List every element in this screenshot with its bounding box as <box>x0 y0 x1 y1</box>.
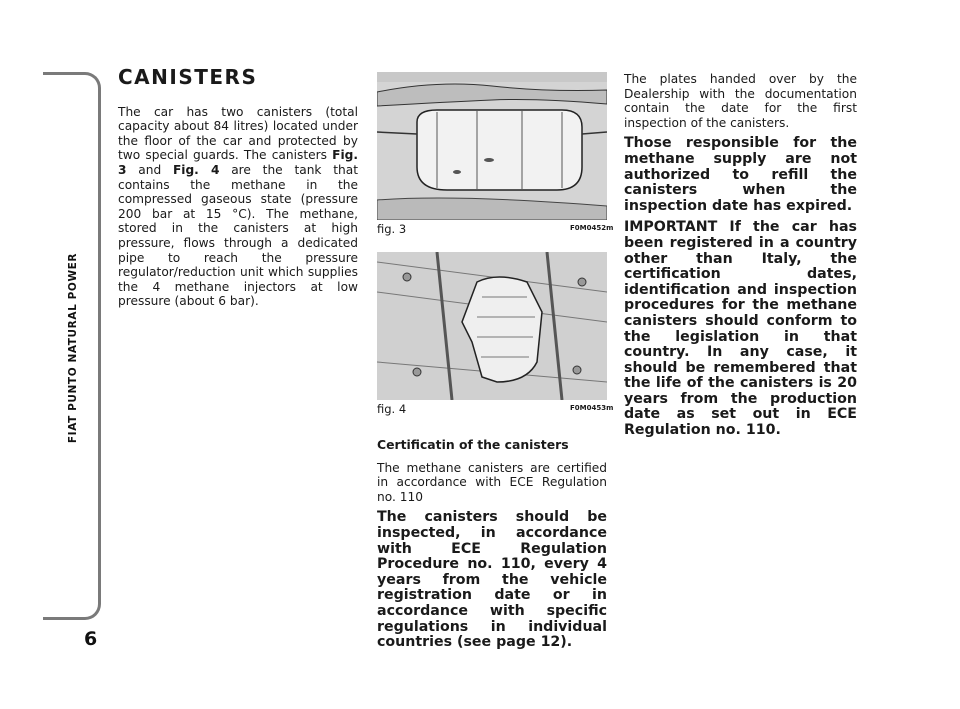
figure-3-label: fig. 3 <box>377 222 407 236</box>
intro-text-2: and <box>126 162 173 177</box>
figure-4-code: F0M0453m <box>570 404 614 412</box>
inspection-warning: The canisters should be inspected, in accordance with ECE Regulation Procedure no. 110, every 4 years from the vehicle registration date or in accordance with specific regulations in individual countries (see page 12). <box>377 509 607 651</box>
page-number: 6 <box>84 628 98 650</box>
figure-4-label: fig. 4 <box>377 402 407 416</box>
important-notice: IMPORTANT If the car has been registered in a country other than Italy, the certification dates, identification and inspection procedures for the methane canisters should conform to the legislation in that country. In any case, it should be remembered that the life of the canisters is 20 years from the production date as set out in ECE Regulation no. 110. <box>624 219 857 439</box>
fig3-ref: Fig. 3 <box>118 148 358 177</box>
intro-paragraph <box>118 105 358 309</box>
plates-paragraph: The plates handed over by the Dealership with the documentation contain the date for the first inspection of the canisters. <box>624 72 857 130</box>
fig4-ref: Fig. 4 <box>172 162 220 177</box>
column-left <box>118 65 358 309</box>
column-middle <box>377 438 607 651</box>
figure-4-image <box>377 252 607 400</box>
guard-underbody-illustration <box>377 252 607 400</box>
intro-text-3: are the tank that contains the methane in the compressed gaseous state (pressure 200 bar at 15 °C). The methane, stored in the canisters at high pressure, flows through a dedicated pipe to reach the pressure regulator/reduction unit which supplies the 4 methane injectors at low pressure (about 6 bar). <box>118 162 358 309</box>
column-right <box>624 72 857 439</box>
figure-3-image <box>377 72 607 220</box>
intro-text-1: The car has two canisters (total capacity about 84 litres) located under the floor of the car and protected by two special guards. The canisters <box>118 104 358 163</box>
section-heading: CANISTERS <box>118 65 258 89</box>
figure-3-code: F0M0452m <box>570 224 614 232</box>
certification-subheading: Certificatin of the canisters <box>377 437 569 452</box>
refill-warning: Those responsible for the methane supply are not authorized to refill the canisters when the inspection date has expired. <box>624 135 857 214</box>
running-title: FIAT PUNTO NATURAL POWER <box>67 252 79 444</box>
certification-paragraph: The methane canisters are certified in accordance with ECE Regulation no. 110 <box>377 460 607 504</box>
canister-underbody-illustration <box>377 72 607 220</box>
